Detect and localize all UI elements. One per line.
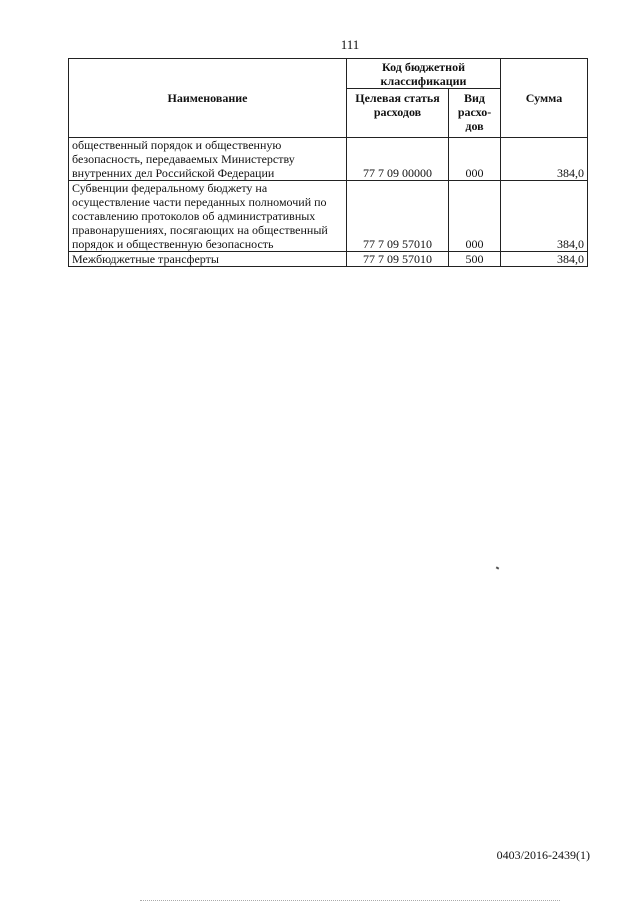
- table-row: [69, 138, 588, 181]
- header-sum: Сумма: [501, 59, 588, 138]
- table-row: [69, 252, 588, 267]
- header-name: Наименование: [69, 59, 347, 138]
- header-target-article: Целевая статья расходов: [347, 89, 449, 138]
- row-target-article: 77 7 09 00000: [347, 138, 449, 181]
- row-expense-type: 000: [449, 138, 501, 181]
- row-sum: 384,0: [501, 252, 588, 267]
- scan-edge-artifact: [140, 900, 560, 903]
- document-code: 0403/2016-2439(1): [496, 848, 590, 862]
- header-row-top: [69, 59, 588, 89]
- table-row: [69, 181, 588, 252]
- budget-table: [68, 58, 588, 267]
- row-name: общественный порядок и общественную безопасность, передаваемых Министерству внутренних дел Российской Федерации: [69, 138, 347, 181]
- page-number: 111: [340, 37, 360, 52]
- header-code-group: Код бюджетной классификации: [347, 59, 501, 89]
- row-expense-type: 000: [449, 181, 501, 252]
- row-name: Межбюджетные трансферты: [69, 252, 347, 267]
- row-sum: 384,0: [501, 181, 588, 252]
- row-target-article: 77 7 09 57010: [347, 181, 449, 252]
- row-sum: 384,0: [501, 138, 588, 181]
- row-name: Субвенции федеральному бюджету на осуществление части переданных полномочий по составлению протоколов об административных правонарушениях, посягающих на общественный порядок и общественную безопасность: [69, 181, 347, 252]
- scan-speck: [496, 566, 500, 569]
- header-expense-type: Вид расхо-дов: [449, 89, 501, 138]
- row-expense-type: 500: [449, 252, 501, 267]
- row-target-article: 77 7 09 57010: [347, 252, 449, 267]
